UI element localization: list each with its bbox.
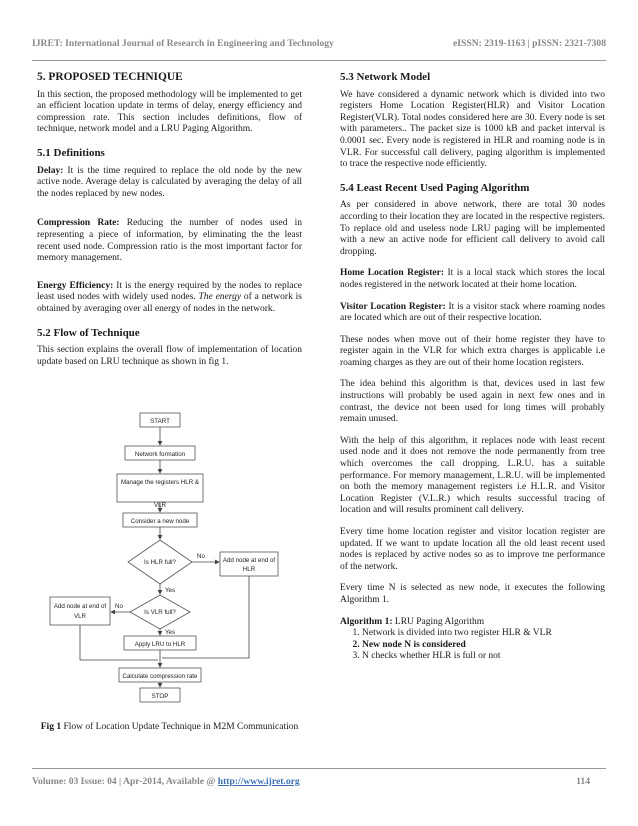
energy-text-2: of a network is obtained by averaging over all energy of nodes in the network.: [37, 292, 302, 314]
section-5-2-title: 5.2 Flow of Technique: [37, 326, 140, 339]
para-help: With the help of this algorithm, it replaces node with least recent used node and it does not remove the node permanently from tree which overcomes the call dropping. L.R.U. has a suitable performance. For memory management, L.R.U. will be implemented on both the memory management registers i.e H.L.R. and Visitor Location Register (V.L.R.) which results successful tracing of location and will results prominent call delivery.: [340, 435, 605, 516]
fc-stop: STOP: [151, 693, 169, 700]
fc-add-hlr-1: Add node at end of: [222, 557, 276, 564]
delay-text: It is the time required to replace the old node by the new active node. Average delay is calculated by averaging the delay of all the nodes replaced by new nodes.: [37, 165, 302, 199]
delay-definition: [37, 166, 302, 201]
vlr-text: It is a visitor stack where roaming nodes are located which are out of their respective location.: [340, 301, 605, 324]
algorithm-step: 2. New node N is considered: [362, 640, 605, 652]
section-5-2-text: This section explains the overall flow of implementation of location update based on LRU technique as shown in fig 1.: [37, 345, 302, 367]
journal-link[interactable]: http://www.ijret.org: [217, 776, 300, 787]
energy-definition: [37, 281, 302, 316]
fc-add-vlr-1: Add node at end of: [53, 603, 107, 610]
vlr-term: Visitor Location Register:: [340, 301, 446, 312]
figure-caption-text: Flow of Location Update Technique in M2M Communication: [61, 722, 299, 732]
page-header: [32, 38, 606, 49]
fc-add-vlr-2: VLR: [73, 613, 87, 620]
fc-add-hlr-2: HLR: [242, 566, 256, 573]
fc-yes-1: Yes: [165, 587, 176, 594]
compression-text: Reducing the number of nodes used in representing a piece of information, by eliminating the the least recent used node. Compression ratio is the most important factor for memory management.: [37, 218, 302, 264]
fc-manage-1: Manage the registers HLR &: [120, 479, 200, 486]
page-number: 114: [576, 776, 590, 787]
energy-italic: The energy: [198, 292, 242, 303]
hlr-text: It is a local stack which stores the local nodes registered in the network located at their home location.: [340, 268, 605, 290]
algorithm-title: LRU Paging Algorithm: [392, 616, 485, 627]
section-5-4-title: 5.4 Least Recent Used Paging Algorithm: [340, 181, 530, 194]
fc-manage-2: VLR: [153, 502, 167, 509]
footer-text: Volume: 03 Issue: 04 | Apr-2014, Available @: [32, 776, 218, 787]
para-every-time: Every time N is selected as new node, it executes the following Algorithm 1.: [340, 583, 605, 605]
energy-text-1: It is the energy required by the nodes to replace least used nodes with widely used nodes.: [37, 280, 302, 303]
header-rule: [32, 60, 606, 61]
fc-yes-2: Yes: [165, 629, 176, 636]
hlr-term: Home Location Register:: [340, 268, 445, 279]
fc-apply: Apply LRU to HLR: [134, 641, 186, 648]
compression-definition: [37, 218, 302, 264]
right-column: [340, 72, 605, 663]
page-footer: [32, 776, 606, 787]
fc-hlr-question: Is HLR full?: [144, 559, 176, 566]
algorithm-block: [340, 617, 605, 663]
section-5-3-text: We have considered a dynamic network which is divided into two registers Home Location Register(HLR) and Visitor Location Register(VLR). Total nodes considered here are 30. Every node is set with parameters.. The packet size is 1000 kB and packet interval is 0.0001 sec. Every node is registered in HLR and roaming node is in VLR. For successful call delivery, paging algorithm is implemented to trace the respective node efficiently.: [340, 89, 605, 170]
hlr-definition: [340, 268, 605, 291]
section-5-text: In this section, the proposed methodology will be implemented to get an efficient location update in terms of delay, energy efficiency and compression rate. This section includes definitions, flow of technique, network model and a LRU Paging Algorithm.: [37, 89, 302, 135]
section-5-1-title: 5.1 Definitions: [37, 146, 105, 159]
section-5-4-text: As per considered in above network, there are total 30 nodes according to their location they are located in the respective registers. To replace old and useless node LRU paging will be implemented with a new an active node for efficient call delivery to avoid call dropping.: [340, 200, 605, 257]
fc-start: START: [150, 418, 170, 425]
figure-caption: [37, 716, 302, 734]
figure-label: Fig 1: [40, 722, 62, 732]
footer-rule: [32, 768, 606, 769]
section-5-3-title: 5.3 Network Model: [340, 71, 431, 83]
flowchart: [37, 412, 307, 732]
delay-term: Delay:: [37, 165, 64, 176]
fc-calc: Calculate compression rate: [122, 673, 198, 680]
para-idea: The idea behind this algorithm is that, devices used in last few instructions will probably be used again in next few ones and in contrast, the device not been used for long times will probably remain unused.: [340, 379, 605, 425]
fc-network: Network formation: [134, 451, 186, 458]
add-vlr-box: [50, 597, 110, 625]
para-roaming: These nodes when move out of their home register they have to register again in the VLR for which extra charges is applicable i.e roaming charges as they are out of their home location registers.: [340, 334, 605, 368]
fc-no-2: No: [115, 603, 123, 610]
fc-vlr-question: Is VLR full?: [144, 609, 176, 616]
left-column: [37, 72, 302, 378]
journal-title: IJRET: International Journal of Research in Engineering and Technology: [32, 38, 334, 49]
vlr-definition: [340, 302, 605, 325]
algorithm-step: 3. N checks whether HLR is full or not: [362, 651, 605, 663]
algorithm-term: Algorithm 1:: [340, 616, 393, 627]
para-update: Every time home location register and visitor location register are updated. If we want to update location all the old least recent used nodes is replaced by active nodes so as to improve tne performance of the network.: [340, 527, 605, 572]
fc-consider: Consider a new node: [130, 518, 190, 525]
algorithm-step: 1. Network is divided into two register HLR & VLR: [362, 628, 605, 640]
section-5-title: 5. PROPOSED TECHNIQUE: [37, 71, 183, 83]
fc-no-1: No: [197, 553, 205, 560]
energy-term: Energy Efficiency:: [37, 280, 114, 291]
algorithm-steps: [340, 628, 605, 663]
issn: eISSN: 2319-1163 | pISSN: 2321-7308: [453, 38, 606, 49]
compression-term: Compression Rate:: [37, 218, 120, 229]
